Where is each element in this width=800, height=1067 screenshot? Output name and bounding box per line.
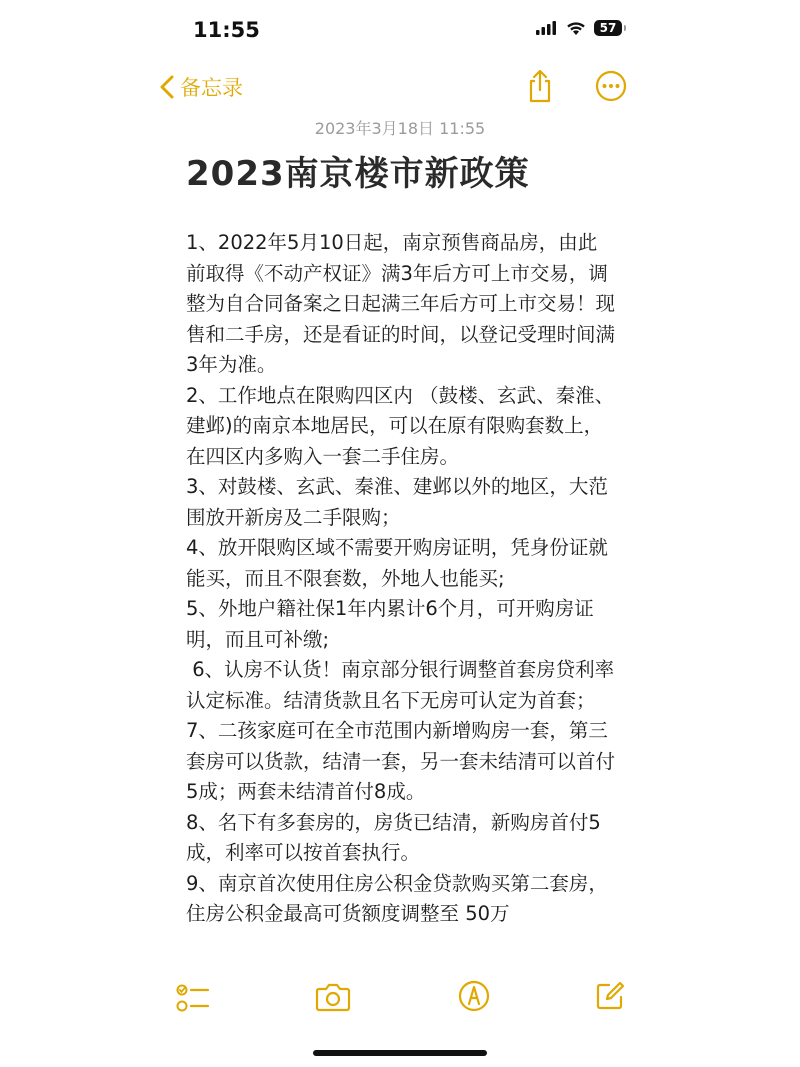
camera-icon xyxy=(315,982,351,1012)
note-paragraph: 7、二孩家庭可在全市范围内新增购房一套，第三套房可以货款，结清一套，另一套未结清可以首付5成；两套未结清首付8成。 xyxy=(186,719,616,803)
signal-icon xyxy=(536,21,558,35)
share-button[interactable] xyxy=(526,68,554,108)
note-paragraph: 9、南京首次使用住房公积金贷款购买第二套房，住房公积金最高可货额度调整至 50万 xyxy=(186,871,608,925)
camera-button[interactable] xyxy=(315,982,351,1016)
compose-button[interactable] xyxy=(594,980,626,1016)
note-paragraph: 8、名下有多套房的，房货已结清，新购房首付5成，利率可以按首套执行。 xyxy=(186,810,601,864)
wifi-icon xyxy=(566,21,586,36)
status-time: 11:55 xyxy=(193,18,260,42)
battery-level: 57 xyxy=(599,21,617,35)
compose-icon xyxy=(594,980,626,1012)
note-paragraph: 2、工作地点在限购四区内 （鼓楼、玄武、秦淮、建邺)的南京本地居民，可以在原有限购套数上，在四区内多购入一套二手住房。 xyxy=(186,383,615,468)
nav-bar xyxy=(0,62,800,114)
checklist-icon xyxy=(176,982,210,1014)
markup-button[interactable] xyxy=(458,980,490,1016)
markup-icon xyxy=(458,980,490,1012)
note-paragraph: 5、外地户籍社保1年内累计6个月，可开购房证明，而且可补缴; xyxy=(186,597,594,651)
note-paragraph: 4、放开限购区域不需要开购房证明，凭身份证就能买，而且不限套数，外地人也能买; xyxy=(186,536,608,590)
back-button[interactable] xyxy=(160,72,243,102)
note-paragraph: 6、认房不认货！南京部分银行调整首套房贷利率认定标准。结清货款且名下无房可认定为首套； xyxy=(186,658,615,712)
note-title[interactable]: 2023南京楼市新政策 xyxy=(186,154,530,194)
note-date: 2023年3月18日 11:55 xyxy=(314,119,486,138)
back-label: 备忘录 xyxy=(180,76,243,100)
status-icons xyxy=(536,20,622,36)
battery-icon xyxy=(594,20,622,36)
more-button[interactable] xyxy=(595,70,627,106)
chevron-left-icon xyxy=(160,75,174,99)
note-paragraph: 1、2022年5月10日起，南京预售商品房，由此前取得《不动产权证》满3年后方可上市交易，调整为自合同备案之日起满三年后方可上市交易！现售和二手房，还是看证的时间，以登记受理时间满3年为准。 xyxy=(186,231,616,376)
share-icon xyxy=(526,68,554,104)
note-paragraph: 3、对鼓楼、玄武、秦淮、建邺以外的地区，大范围放开新房及二手限购； xyxy=(186,475,608,529)
more-icon xyxy=(595,70,627,102)
checklist-button[interactable] xyxy=(176,982,210,1018)
status-bar xyxy=(0,0,800,62)
bottom-toolbar xyxy=(0,978,800,1022)
home-indicator[interactable] xyxy=(313,1050,487,1056)
note-body[interactable] xyxy=(186,228,616,930)
